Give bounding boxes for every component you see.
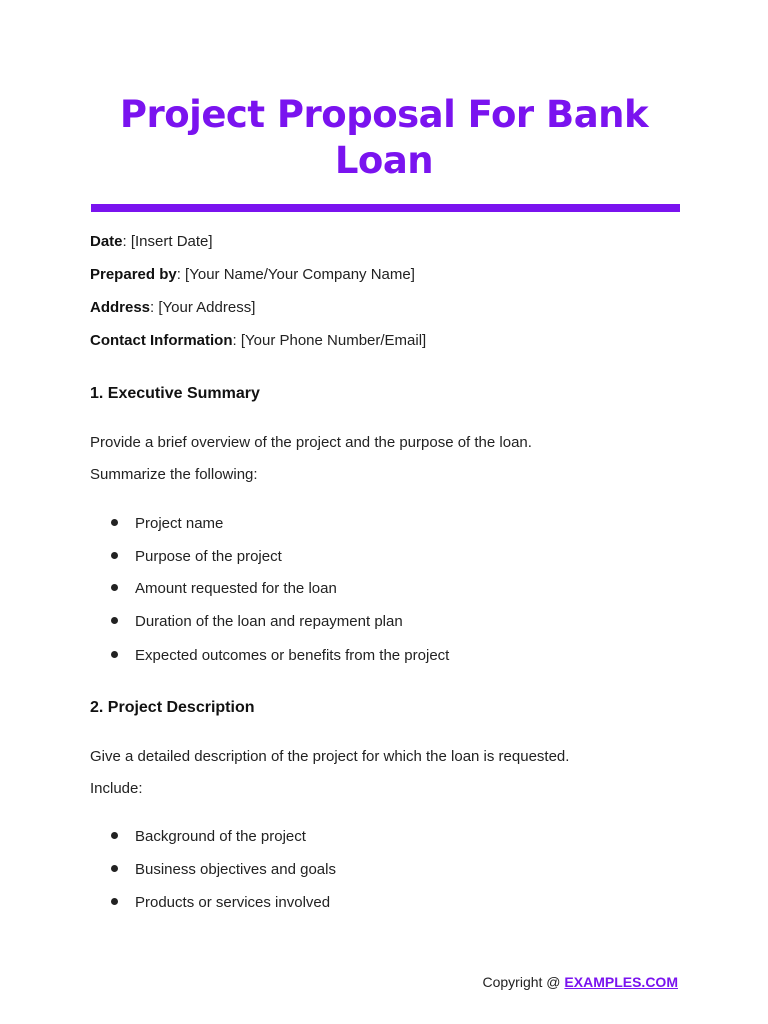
bullet-icon — [111, 584, 118, 591]
copyright-text: Copyright @ — [482, 974, 565, 990]
meta-date-label: Date — [90, 233, 123, 250]
examples-link[interactable]: EXAMPLES.COM — [564, 974, 678, 990]
copyright-footer — [483, 972, 679, 992]
bullet-icon — [111, 832, 118, 839]
meta-contact-label: Contact Information — [90, 332, 233, 349]
list-item — [111, 547, 282, 567]
list-item — [111, 860, 336, 880]
meta-address-value: : [Your Address] — [150, 299, 256, 316]
document-title: Project Proposal For Bank Loan — [119, 93, 649, 182]
meta-prepared-by — [90, 265, 415, 285]
meta-contact-value: : [Your Phone Number/Email] — [232, 332, 427, 349]
bullet-icon — [111, 617, 118, 624]
paragraph-line: Give a detailed description of the project for which the loan is requested. — [90, 748, 570, 765]
list-item — [111, 612, 403, 632]
list-item-text: Business objectives and goals — [135, 861, 336, 878]
paragraph-line: Provide a brief overview of the project and the purpose of the loan. — [90, 434, 532, 451]
list-item-text: Background of the project — [135, 828, 306, 845]
bullet-icon — [111, 898, 118, 905]
meta-contact — [90, 331, 426, 351]
section-paragraph — [90, 427, 690, 491]
list-item — [111, 646, 449, 666]
section-heading: 2. Project Description — [90, 699, 255, 716]
list-item-text: Amount requested for the loan — [135, 580, 337, 597]
list-item-text: Purpose of the project — [135, 548, 282, 565]
bullet-icon — [111, 552, 118, 559]
meta-date-value: : [Insert Date] — [122, 233, 213, 250]
meta-address-label: Address — [90, 299, 151, 316]
bullet-icon — [111, 519, 118, 526]
list-item-text: Products or services involved — [135, 894, 331, 911]
bullet-icon — [111, 865, 118, 872]
paragraph-line: Include: — [90, 780, 143, 797]
title-divider — [91, 204, 680, 212]
bullet-icon — [111, 651, 118, 658]
meta-prepared-value: : [Your Name/Your Company Name] — [176, 266, 415, 283]
section-heading: 1. Executive Summary — [90, 385, 260, 402]
list-item — [111, 893, 330, 913]
meta-address — [90, 298, 255, 318]
section-paragraph — [90, 741, 690, 805]
list-item — [111, 827, 306, 847]
paragraph-line: Summarize the following: — [90, 466, 258, 483]
meta-prepared-label: Prepared by — [90, 266, 177, 283]
list-item — [111, 579, 337, 599]
meta-date — [90, 232, 213, 252]
list-item-text: Duration of the loan and repayment plan — [135, 613, 403, 630]
list-item — [111, 514, 223, 534]
list-item-text: Expected outcomes or benefits from the project — [135, 647, 450, 664]
list-item-text: Project name — [135, 515, 224, 532]
